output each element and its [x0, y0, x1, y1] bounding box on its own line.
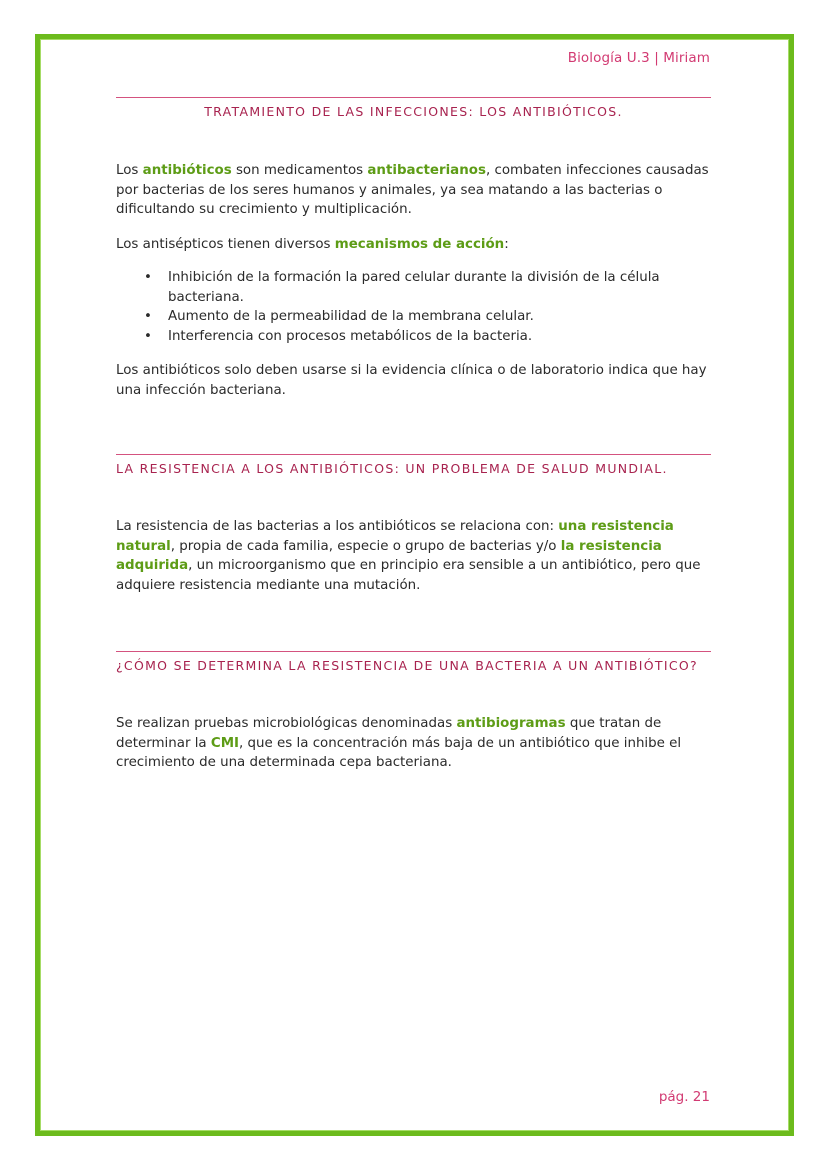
text: , un microorganismo que en principio era sensible a un antibiótico, pero que adquiere resistencia mediante una mutación. [116, 558, 701, 593]
paragraph-resistance [116, 517, 711, 595]
page-number: pág. 21 [658, 1089, 710, 1105]
section-rule [116, 454, 711, 455]
list-item [116, 307, 711, 327]
bullet-icon: • [144, 328, 152, 344]
list-item-text: Inhibición de la formación la pared celular durante la división de la célula bacteriana. [168, 270, 660, 305]
highlight-term: antibióticos [142, 163, 232, 178]
text: son medicamentos [231, 163, 368, 178]
list-item-text: Aumento de la permeabilidad de la membrana celular. [168, 309, 534, 324]
text: , que es la concentración más baja de un antibiótico que inhibe el crecimiento de una determinada cepa bacteriana. [116, 735, 682, 770]
text: Los antisépticos tienen diversos [116, 237, 335, 252]
paragraph-mechanisms-intro [116, 235, 711, 255]
highlight-term: CMI [210, 735, 240, 751]
text: Se realizan pruebas microbiológicas denominadas [116, 716, 457, 731]
paragraph-usage-note: Los antibióticos solo deben usarse si la evidencia clínica o de laboratorio indica que hay una infección bacteriana. [116, 363, 707, 398]
text: Los [116, 163, 143, 178]
mechanisms-list [116, 268, 711, 346]
section-title: TRATAMIENTO DE LAS INFECCIONES: LOS ANTIBIÓTICOS. [204, 104, 623, 119]
section-rule [116, 651, 711, 652]
section-rule [116, 97, 711, 98]
text: , propia de cada familia, especie o grupo de bacterias y/o [170, 538, 561, 554]
bullet-icon: • [144, 309, 152, 324]
running-header: Biología U.3 | Miriam [567, 50, 710, 66]
text: , combaten infecciones causadas por bacterias de los seres humanos y animales, ya sea matando a las bacterias o dificultando su crecimiento y multiplicación. [116, 163, 709, 217]
section-heading-3 [116, 651, 711, 673]
section-heading-1 [116, 97, 711, 119]
list-item [116, 327, 711, 347]
section-heading-2 [116, 454, 711, 476]
highlight-term: antibiogramas [456, 716, 566, 731]
highlight-term: mecanismos de acción [334, 237, 505, 252]
paragraph-antibiogram [116, 714, 711, 773]
highlight-term: antibacterianos [367, 163, 486, 178]
highlight-term: una resistencia natural [116, 519, 674, 554]
list-item [116, 268, 711, 307]
section-title: ¿CÓMO SE DETERMINA LA RESISTENCIA DE UNA BACTERIA A UN ANTIBIÓTICO? [116, 658, 698, 673]
highlight-term: la resistencia adquirida [116, 538, 662, 573]
paragraph-antibiotics-definition [116, 161, 711, 220]
list-item-text: Interferencia con procesos metabólicos de la bacteria. [168, 328, 533, 344]
text: : [504, 237, 509, 252]
section-title: LA RESISTENCIA A LOS ANTIBIÓTICOS: UN PROBLEMA DE SALUD MUNDIAL. [116, 461, 668, 476]
text: que tratan de determinar la [116, 716, 662, 751]
text: La resistencia de las bacterias a los antibióticos se relaciona con: [116, 519, 559, 534]
bullet-icon: • [144, 270, 152, 285]
